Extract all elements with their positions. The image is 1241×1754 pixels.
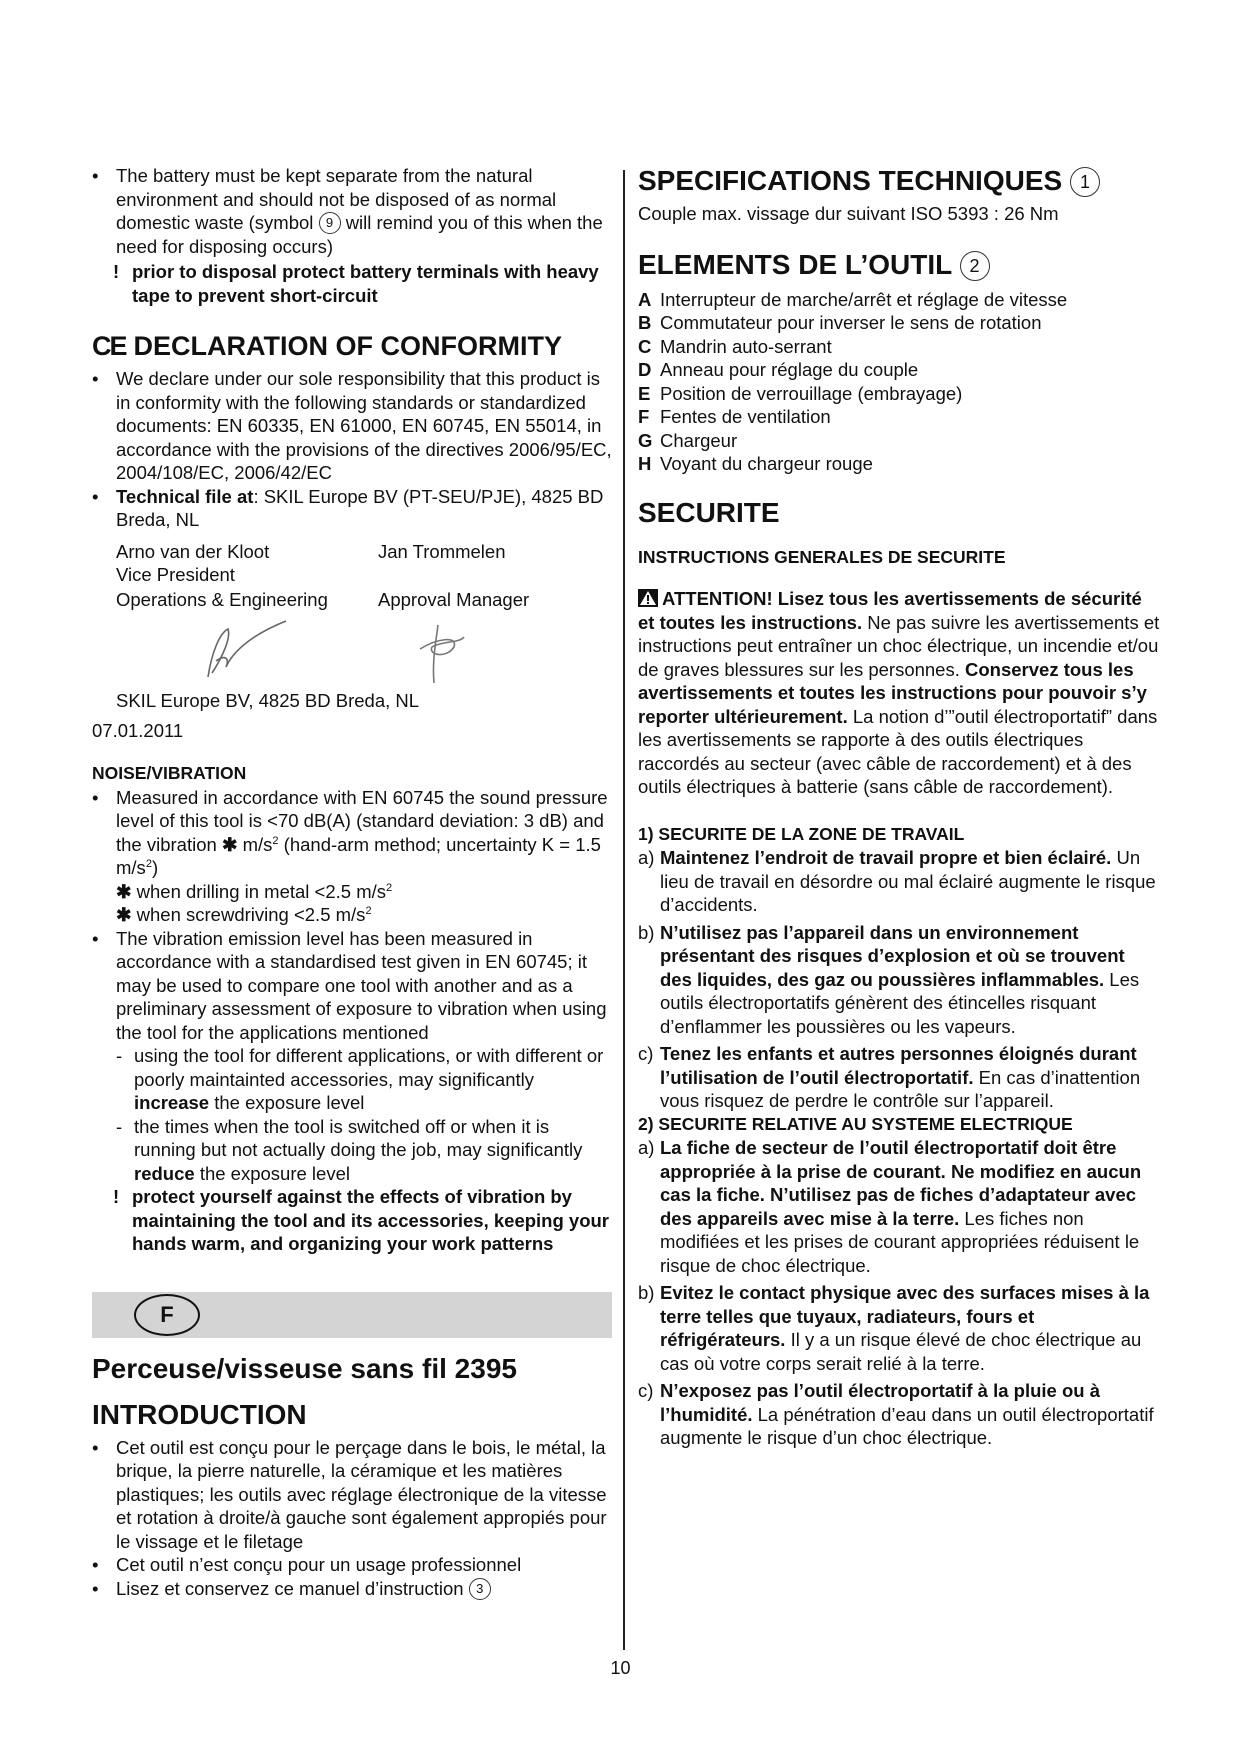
signatures xyxy=(92,611,612,689)
electrical-heading: 2) SECURITE RELATIVE AU SYSTEME ELECTRIQUE xyxy=(638,1113,1073,1134)
product-title: Perceuse/visseuse sans fil 2395 xyxy=(92,1352,517,1384)
techfile-bullet: • Technical file at: SKIL Europe BV (PT-SEU/PJE), 4825 BD Breda, NL xyxy=(92,485,612,532)
battery-warning: ! prior to disposal protect battery terminals with heavy tape to prevent short-circuit xyxy=(113,261,599,306)
general-safety-heading: INSTRUCTIONS GENERALES DE SECURITE xyxy=(638,546,1006,567)
element-item: B Commutateur pour inverser le sens de rotation xyxy=(638,312,1042,333)
zone-heading: 1) SECURITE DE LA ZONE DE TRAVAIL xyxy=(638,823,965,844)
company-line: SKIL Europe BV, 4825 BD Breda, NL xyxy=(116,690,420,711)
elec-item-a: a) La fiche de secteur de l’outil électroportatif doit être appropriée à la prise de courant. Ne modifiez en aucun cas la fiche. N’utilisez pas de fiches d’adaptateur avec des appareils avec mise à la terre. Les fiches non modifiées et les prises de courant appropriées réduisent le risque de choc électrique. xyxy=(638,1137,1142,1276)
noise-bullet-2: • The vibration emission level has been measured in accordance with a standardised test given in EN 60745; it may be used to compare one tool with another and as a preliminary assessment of exposure to vibration when using the tool for the applications mentioned xyxy=(92,927,612,1045)
figure-1-icon: 1 xyxy=(1070,167,1100,197)
noise-drill: ✱ when drilling in metal <2.5 $m/s^2$ xyxy=(116,880,393,902)
signatories xyxy=(92,540,612,612)
zone-item-a: a) Maintenez l’endroit de travail propre et bien éclairé. Un lieu de travail en désordre ou mal éclairé augmente le risque d’accidents. xyxy=(638,847,1156,915)
symbol-9-icon: 9 xyxy=(319,212,341,234)
column-divider xyxy=(623,170,625,1650)
noise-dash-2: - the times when the tool is switched off or when it is running but not actually doing the job, may significantly reduce the exposure level xyxy=(116,1115,583,1184)
securite-heading: SECURITE xyxy=(638,496,780,528)
element-item: A Interrupteur de marche/arrêt et réglage de vitesse xyxy=(638,288,1068,310)
right-column xyxy=(638,164,1160,1450)
spec-heading: SPECIFICATIONS TECHNIQUES 1 xyxy=(638,164,1160,198)
elements-list xyxy=(638,288,1160,476)
zone-item-b: b) N’utilisez pas l’appareil dans un environnement présentant des risques d’explosion et où se trouvent des liquides, des gaz ou poussières inflammables. Les outils électroportatifs génèrent des étincelles risquant d’enflammer les poussières ou les vapeurs. xyxy=(638,921,1140,1037)
attention-paragraph: ATTENTION! Lisez tous les avertissements de sécurité et toutes les instructions. Ne pas suivre les avertissements et instructions peut entraîner un choc électrique, un incendie et/ou de graves blessures sur les personnes. Conservez tous les avertissements et toutes les instructions pour pouvoir s’y reporter ultérieurement. La notion d’”outil électroportatif” dans les avertissements se rapporte à des outils électriques raccordés au secteur (avec câble de raccordement) et à des outils électriques à batterie (sans câble de raccordement). xyxy=(638,588,1160,797)
intro-heading: INTRODUCTION xyxy=(92,1398,307,1430)
page-number: 10 xyxy=(610,1658,631,1678)
handwritten-signatures-icon xyxy=(116,611,536,689)
elec-item-c: c) N’exposez pas l’outil électroportatif à la pluie ou à l’humidité. La pénétration d’eau dans un outil électroportatif augmente le risque d’un choc électrique. xyxy=(638,1380,1154,1448)
signatory-1: Arno van der Kloot Vice President Operations & Engineering xyxy=(116,540,328,610)
symbol-3-icon: 3 xyxy=(469,1578,491,1600)
figure-2-icon: 2 xyxy=(960,251,990,281)
element-item: C Mandrin auto-serrant xyxy=(638,335,832,357)
intro-bullet-1: • Cet outil est conçu pour le perçage dans le bois, le métal, la brique, la pierre naturelle, la céramique et les matières plastiques; les outils avec réglage électronique de la vitesse et rotation à droite/à gauche sont également appropiés pour le vissage et le filetage xyxy=(92,1436,612,1554)
conformity-text: • We declare under our sole responsibility that this product is in conformity with the following standards or standardized documents: EN 60335, EN 61000, EN 60745, EN 55014, in accordance with the provisions of the directives 2006/95/EC, 2004/108/EC, 2006/42/EC xyxy=(92,367,612,485)
intro-bullet-2: • Cet outil n’est conçu pour un usage professionnel xyxy=(92,1553,612,1577)
noise-screw: ✱ when screwdriving <2.5 $m/s^2$ xyxy=(116,904,372,925)
signatory-2: Jan Trommelen Approval Manager xyxy=(378,540,530,610)
elements-heading: ELEMENTS DE L’OUTIL 2 xyxy=(638,248,1160,282)
element-item: D Anneau pour réglage du couple xyxy=(638,359,919,380)
element-item: H Voyant du chargeur rouge xyxy=(638,453,873,474)
element-item: E Position de verrouillage (embrayage) xyxy=(638,382,963,404)
noise-dash-1: - using the tool for different applications, or with different or poorly maintainted accessories, may significantly increase the exposure level xyxy=(116,1045,604,1113)
date: 07.01.2011 xyxy=(92,719,184,741)
left-column xyxy=(92,164,612,1600)
intro-bullet-3: • Lisez et conservez ce manuel d’instruction 3 xyxy=(92,1577,612,1601)
language-badge: F xyxy=(134,1294,200,1336)
elec-item-b: b) Evitez le contact physique avec des surfaces mises à la terre telles que tuyaux, radiateurs, fours et réfrigérateurs. Il y a un risque élevé de choc électrique au cas où votre corps serait relié à la terre. xyxy=(638,1282,1150,1374)
battery-bullet: • The battery must be kept separate from the natural environment and should not be disposed of as normal domestic waste (symbol 9 will remind you of this when the need for disposing occurs) xyxy=(92,164,612,258)
noise-bullet-1: • Measured in accordance with EN 60745 the sound pressure level of this tool is <70 dB(A) (standard deviation: 3 dB) and the vibration ✱ $m/s^2$ (hand-arm method; uncertainty K = 1.5 $m/s^2$) xyxy=(92,786,612,880)
vibration-warning: ! protect yourself against the effects of vibration by maintaining the tool and its accessories, keeping your hands warm, and organizing your work patterns xyxy=(113,1186,610,1254)
spec-text: Couple max. vissage dur suivant ISO 5393 : 26 Nm xyxy=(638,203,1059,224)
element-item: F Fentes de ventilation xyxy=(638,406,831,427)
ce-mark-icon: CE xyxy=(92,331,126,361)
warning-triangle-icon xyxy=(638,589,658,607)
conformity-heading: CE DECLARATION OF CONFORMITY xyxy=(92,331,562,361)
zone-item-c: c) Tenez les enfants et autres personnes éloignés durant l’utilisation de l’outil électroportatif. En cas d’inattention vous risquez de perdre le contrôle sur l’appareil. xyxy=(638,1043,1141,1111)
element-item: G Chargeur xyxy=(638,429,738,451)
noise-heading: NOISE/VIBRATION xyxy=(92,763,247,783)
language-band xyxy=(92,1292,612,1338)
